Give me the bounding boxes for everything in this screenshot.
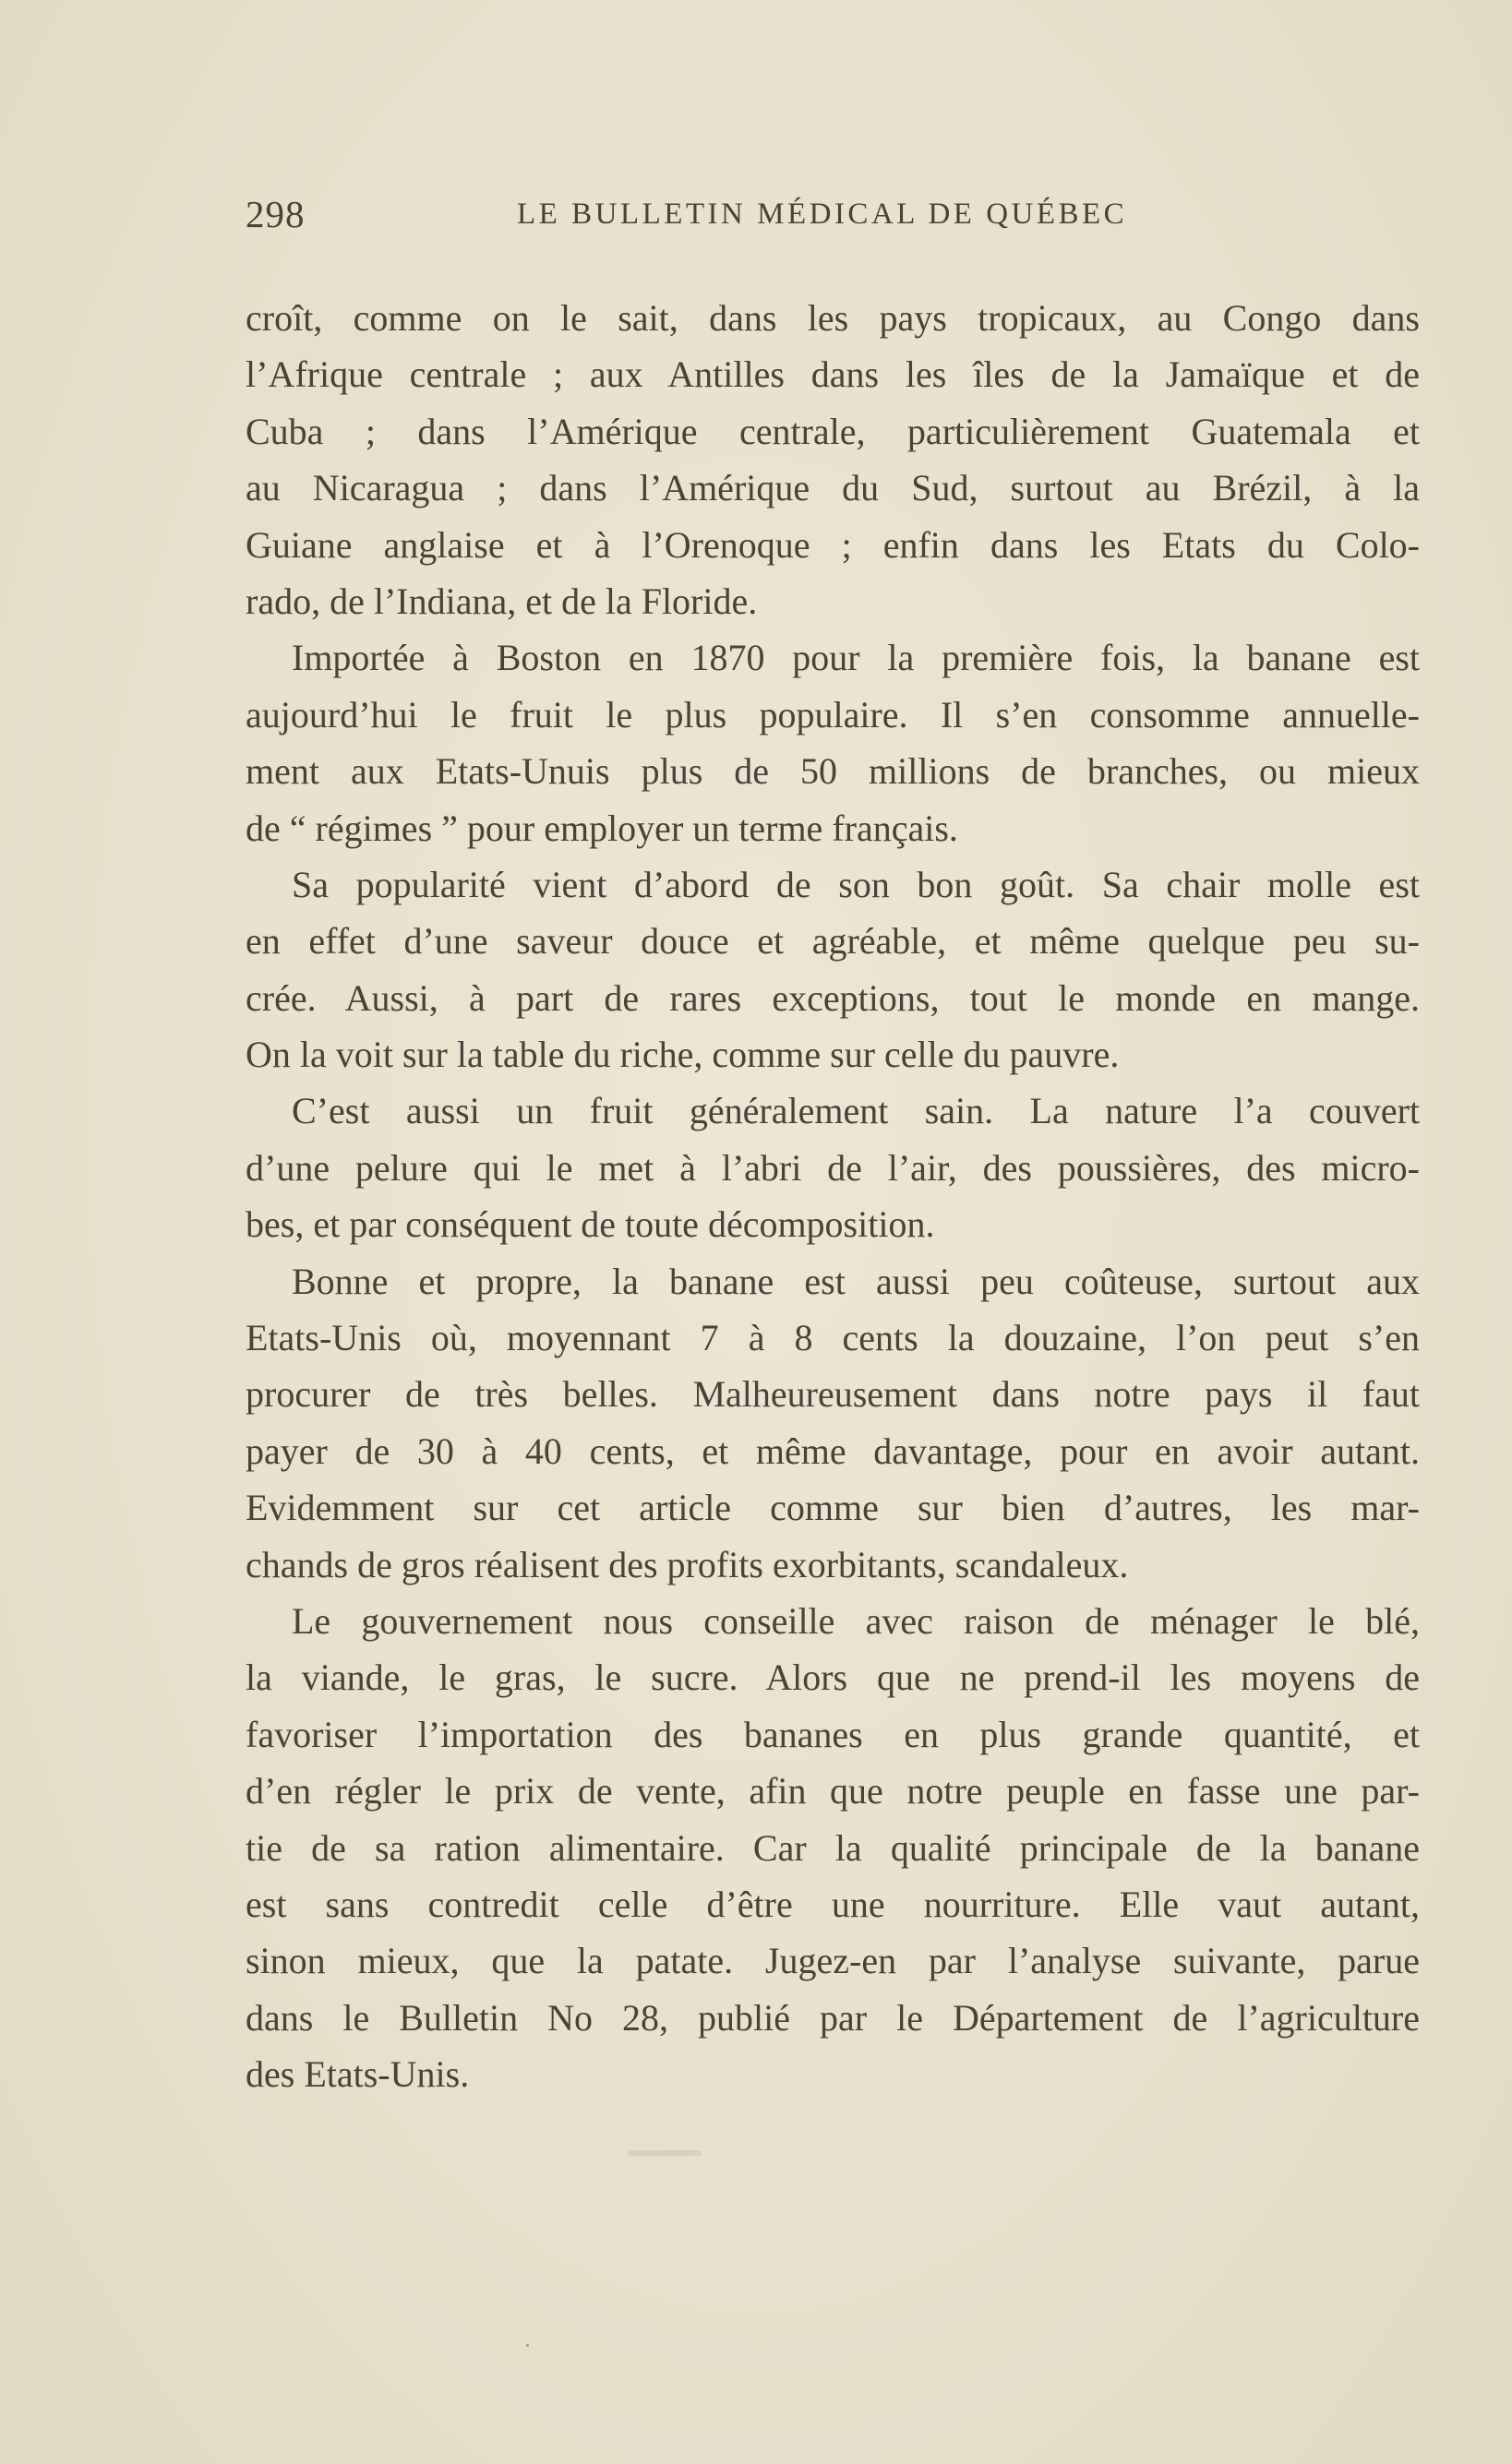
text-line: des Etats-Unis. — [246, 2053, 470, 2096]
text-line: Sa popularité vient d’abord de son bon goût. Sa chair molle est — [292, 863, 1420, 905]
text-line: aujourd’hui le fruit le plus populaire. Il s’en consomme annuelle- — [246, 693, 1420, 736]
page-header — [246, 192, 1436, 244]
text-line: en effet d’une saveur douce et agréable, et même quelque peu su- — [246, 920, 1420, 963]
paragraph — [246, 1082, 1420, 1252]
paper-smudge — [628, 2150, 702, 2156]
text-line: Guiane anglaise et à l’Orenoque ; enfin dans les Etats du Colo- — [246, 523, 1420, 566]
text-line: croît, comme on le sait, dans les pays tropicaux, au Congo dans — [246, 297, 1420, 339]
text-line: sinon mieux, que la patate. Jugez-en par l’analyse suivante, parue — [246, 1940, 1420, 1982]
text-line: Evidemment sur cet article comme sur bien d’autres, les mar- — [246, 1487, 1420, 1529]
text-line: l’Afrique centrale ; aux Antilles dans les îles de la Jamaïque et de — [246, 353, 1420, 396]
text-line: dans le Bulletin No 28, publié par le Département de l’agriculture — [246, 1996, 1420, 2039]
running-head: LE BULLETIN MÉDICAL DE QUÉBEC — [517, 197, 1128, 231]
text-line: de “ régimes ” pour employer un terme français. — [246, 807, 958, 849]
text-line: Bonne et propre, la banane est aussi peu coûteuse, surtout aux — [292, 1260, 1420, 1302]
text-line: favoriser l’importation des bananes en plus grande quantité, et — [246, 1713, 1420, 1755]
paragraph — [246, 629, 1420, 856]
paragraph — [246, 290, 1420, 629]
text-line: tie de sa ration alimentaire. Car la qualité principale de la banane — [246, 1826, 1420, 1869]
text-line: Le gouvernement nous conseille avec raison de ménager le blé, — [292, 1599, 1420, 1642]
body-text — [246, 290, 1420, 2103]
text-line: payer de 30 à 40 cents, et même davantage, pour en avoir autant. — [246, 1429, 1420, 1472]
text-line: est sans contredit celle d’être une nourriture. Elle vaut autant, — [246, 1883, 1420, 1925]
paragraph — [246, 1253, 1420, 1593]
text-line: chands de gros réalisent des profits exorbitants, scandaleux. — [246, 1543, 1129, 1585]
text-line: d’une pelure qui le met à l’abri de l’air, des poussières, des micro- — [246, 1146, 1420, 1189]
page-number: 298 — [246, 193, 306, 235]
text-line: bes, et par conséquent de toute décomposition. — [246, 1203, 935, 1246]
paragraph — [246, 1593, 1420, 2103]
paper-speck — [526, 2344, 529, 2347]
text-line: crée. Aussi, à part de rares exceptions, tout le monde en mange. — [246, 976, 1420, 1019]
text-line: C’est aussi un fruit généralement sain. La nature l’a couvert — [292, 1090, 1420, 1132]
text-line: d’en régler le prix de vente, afin que notre peuple en fasse une par- — [246, 1770, 1420, 1812]
text-line: ment aux Etats-Unuis plus de 50 millions de branches, ou mieux — [246, 750, 1420, 793]
text-line: Etats-Unis où, moyennant 7 à 8 cents la douzaine, l’on peut s’en — [246, 1317, 1420, 1359]
text-line: procurer de très belles. Malheureusement dans notre pays il faut — [246, 1373, 1420, 1416]
text-line: Importée à Boston en 1870 pour la première fois, la banane est — [292, 637, 1420, 679]
text-line: rado, de l’Indiana, et de la Floride. — [246, 580, 758, 622]
paragraph — [246, 856, 1420, 1083]
text-line: au Nicaragua ; dans l’Amérique du Sud, surtout au Brézil, à la — [246, 467, 1420, 509]
text-line: On la voit sur la table du riche, comme sur celle du pauvre. — [246, 1034, 1120, 1076]
text-line: la viande, le gras, le sucre. Alors que ne prend-il les moyens de — [246, 1657, 1420, 1699]
text-line: Cuba ; dans l’Amérique centrale, particulièrement Guatemala et — [246, 410, 1420, 452]
